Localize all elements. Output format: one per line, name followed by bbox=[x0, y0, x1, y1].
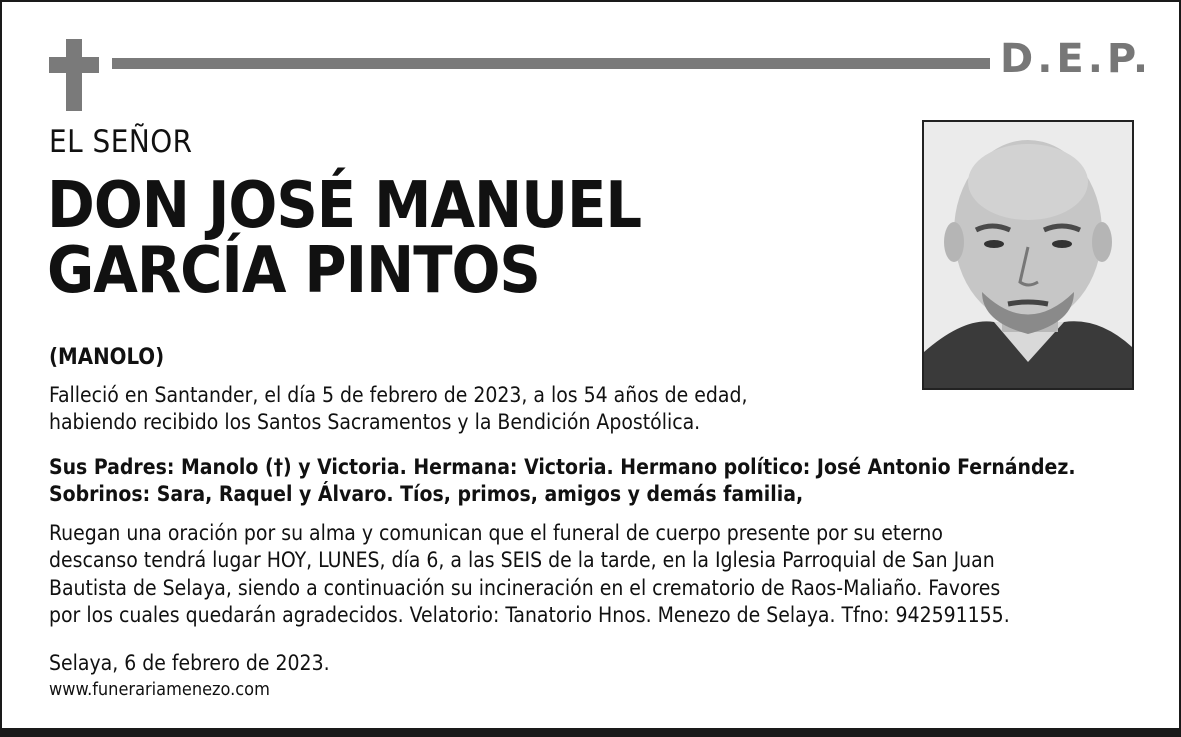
intro-label: EL SEÑOR bbox=[49, 124, 193, 160]
family-line: Sobrinos: Sara, Raquel y Álvaro. Tíos, primos, amigos y demás familia, bbox=[49, 482, 804, 507]
death-notice-line: Falleció en Santander, el día 5 de febrero de 2023, a los 54 años de edad, bbox=[49, 383, 748, 407]
death-notice bbox=[49, 382, 747, 437]
dep-label: D.E.P. bbox=[1000, 36, 1153, 82]
service-line: Ruegan una oración por su alma y comunican que el funeral de cuerpo presente por su eterno bbox=[49, 521, 943, 545]
alias: (MANOLO) bbox=[49, 345, 165, 370]
name-line-1: DON JOSÉ MANUEL bbox=[47, 169, 641, 243]
signature-date: Selaya, 6 de febrero de 2023. bbox=[49, 651, 330, 675]
service-line: por los cuales quedarán agradecidos. Velatorio: Tanatorio Hnos. Menezo de Selaya. Tfno: 942591155. bbox=[49, 602, 1010, 627]
family-line: Sus Padres: Manolo (†) y Victoria. Hermana: Victoria. Hermano político: José Antonio Fernández. bbox=[49, 455, 1076, 479]
bottom-bar bbox=[2, 728, 1179, 735]
name-line-2: GARCÍA PINTOS bbox=[47, 234, 540, 309]
header-rule bbox=[112, 58, 990, 69]
service-details bbox=[49, 520, 1010, 629]
service-line: Bautista de Selaya, siendo a continuación su incineración en el crematorio de Raos-Maliaño. Favores bbox=[49, 575, 1001, 600]
portrait-photo bbox=[922, 120, 1134, 390]
website-link[interactable]: www.funerariamenezo.com bbox=[49, 679, 270, 700]
family-list bbox=[49, 454, 1076, 509]
deceased-name bbox=[47, 169, 641, 309]
cross-icon bbox=[49, 39, 99, 111]
death-notice-line: habiendo recibido los Santos Sacramentos y la Bendición Apostólica. bbox=[49, 410, 701, 435]
service-line: descanso tendrá lugar HOY, LUNES, día 6, a las SEIS de la tarde, en la Iglesia Parroquial de San Juan bbox=[49, 548, 995, 573]
